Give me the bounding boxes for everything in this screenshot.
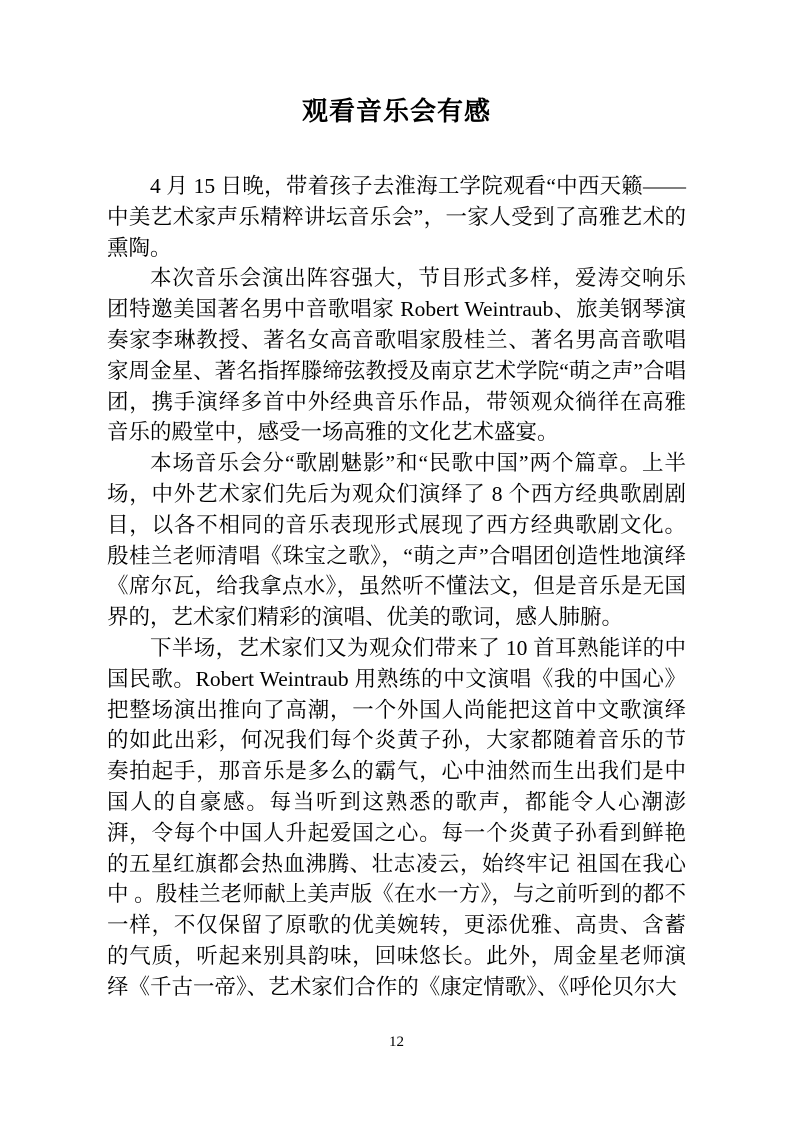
document-body	[107, 171, 686, 1003]
body-paragraph-3: 本场音乐会分“歌剧魅影”和“民歌中国”两个篇章。上半场，中外艺术家们先后为观众们演绎了 8 个西方经典歌剧剧目，以各不相同的音乐表现形式展现了西方经典歌剧文化。殷桂兰老师清唱《珠宝之歌》，“萌之声”合唱团创造性地演绎《席尔瓦，给我拿点水》，虽然听不懂法文，但是音乐是无国界的，艺术家们精彩的演唱、优美的歌词，感人肺腑。	[107, 451, 686, 630]
body-paragraph-4: 下半场，艺术家们又为观众们带来了 10 首耳熟能详的中国民歌。Robert Weintraub 用熟练的中文演唱《我的中国心》把整场演出推向了高潮，一个外国人尚能把这首中文歌演绎的如此出彩，何况我们每个炎黄子孙，大家都随着音乐的节奏拍起手，那音乐是多么的霸气，心中油然而生出我们是中国人的自豪感。每当听到这熟悉的歌声，都能令人心潮澎湃，令每个中国人升起爱国之心。每一个炎黄子孙看到鲜艳的五星红旗都会热血沸腾、壮志凌云，始终牢记 祖国在我心中 。殷桂兰老师献上美声版《在水一方》，与之前听到的都不一样，不仅保留了原歌的优美婉转，更添优雅、高贵、含蓄的气质，听起来别具韵味，回味悠长。此外，周金星老师演绎《千古一帝》、艺术家们合作的《康定情歌》、《呼伦贝尔大	[107, 635, 686, 999]
page-number-label: 12	[389, 1034, 404, 1050]
document-title: 观看音乐会有感	[301, 96, 491, 126]
body-paragraph-2: 本次音乐会演出阵容强大，节目形式多样，爱涛交响乐团特邀美国著名男中音歌唱家 Robert Weintraub、旅美钢琴演奏家李琳教授、著名女高音歌唱家殷桂兰、著名男高音歌唱家周金星、著名指挥滕缔弦教授及南京艺术学院“萌之声”合唱团，携手演绎多首中外经典音乐作品，带领观众徜徉在高雅音乐的殿堂中，感受一场高雅的文化艺术盛宴。	[107, 266, 686, 445]
body-paragraph-1: 4 月 15 日晚，带着孩子去淮海工学院观看“中西天籁——中美艺术家声乐精粹讲坛音乐会”，一家人受到了高雅艺术的熏陶。	[107, 174, 686, 260]
